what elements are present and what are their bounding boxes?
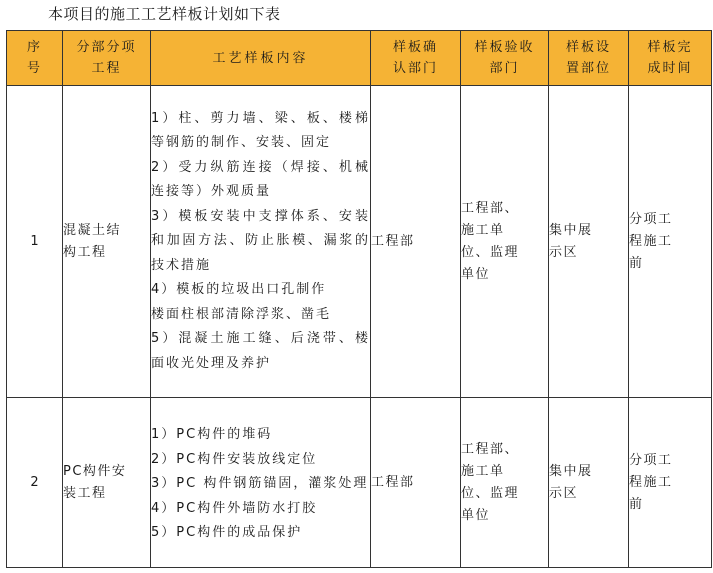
header-row [7,31,712,86]
content-item: 4）模板的垃圾出口孔制作 [151,282,327,298]
table-caption: 本项目的施工工艺样板计划如下表 [48,5,281,23]
content-item: 3）PC 构件钢筋锚固，灌浆处理 [151,476,369,492]
row-project: 混凝土结 构工程 [63,86,151,398]
content-item: 楼面柱根部清除浮浆、凿毛 [151,306,332,322]
row-deadline: 分项工 程施工 前 [629,86,712,398]
row-content [151,398,371,568]
header-deadline: 样板完 成时间 [629,31,712,86]
content-item: 4）PC构件外墙防水打胶 [151,500,318,516]
content-item: 2）受力纵筋连接（焊接、机械连接等）外观质量 [151,159,370,200]
row-location: 集中展 示区 [549,398,629,568]
header-confirm-dept: 样板确 认部门 [371,31,461,86]
header-project: 分部分项 工程 [63,31,151,86]
header-location: 样板设 置部位 [549,31,629,86]
row-project: PC构件安 装工程 [63,398,151,568]
row-deadline: 分项工 程施工 前 [629,398,712,568]
content-item: 2）PC构件安装放线定位 [151,451,318,467]
row-accept-dept: 工程部、 施工单 位、监理 单位 [461,86,549,398]
row-location: 集中展 示区 [549,86,629,398]
row-seq: 1 [7,86,63,398]
table-row [7,86,712,398]
header-content: 工艺样板内容 [151,31,371,86]
header-seq: 序 号 [7,31,63,86]
table-row [7,398,712,568]
row-seq: 2 [7,398,63,568]
row-confirm-dept: 工程部 [371,86,461,398]
row-accept-dept: 工程部、 施工单 位、监理 单位 [461,398,549,568]
row-content [151,86,371,398]
content-item: 5）PC构件的成品保护 [151,525,303,541]
content-item: 1）柱、剪力墙、梁、板、楼梯等钢筋的制作、安装、固定 [151,110,370,151]
row-confirm-dept: 工程部 [371,398,461,568]
header-accept-dept: 样板验收 部门 [461,31,549,86]
content-item: 3）模板安装中支撑体系、安装和加固方法、防止胀模、漏浆的技术措施 [151,208,370,273]
sample-plan-table [6,30,712,568]
content-item: 5）混凝土施工缝、后浇带、楼面收光处理及养护 [151,331,370,371]
content-item: 1）PC构件的堆码 [151,427,273,443]
